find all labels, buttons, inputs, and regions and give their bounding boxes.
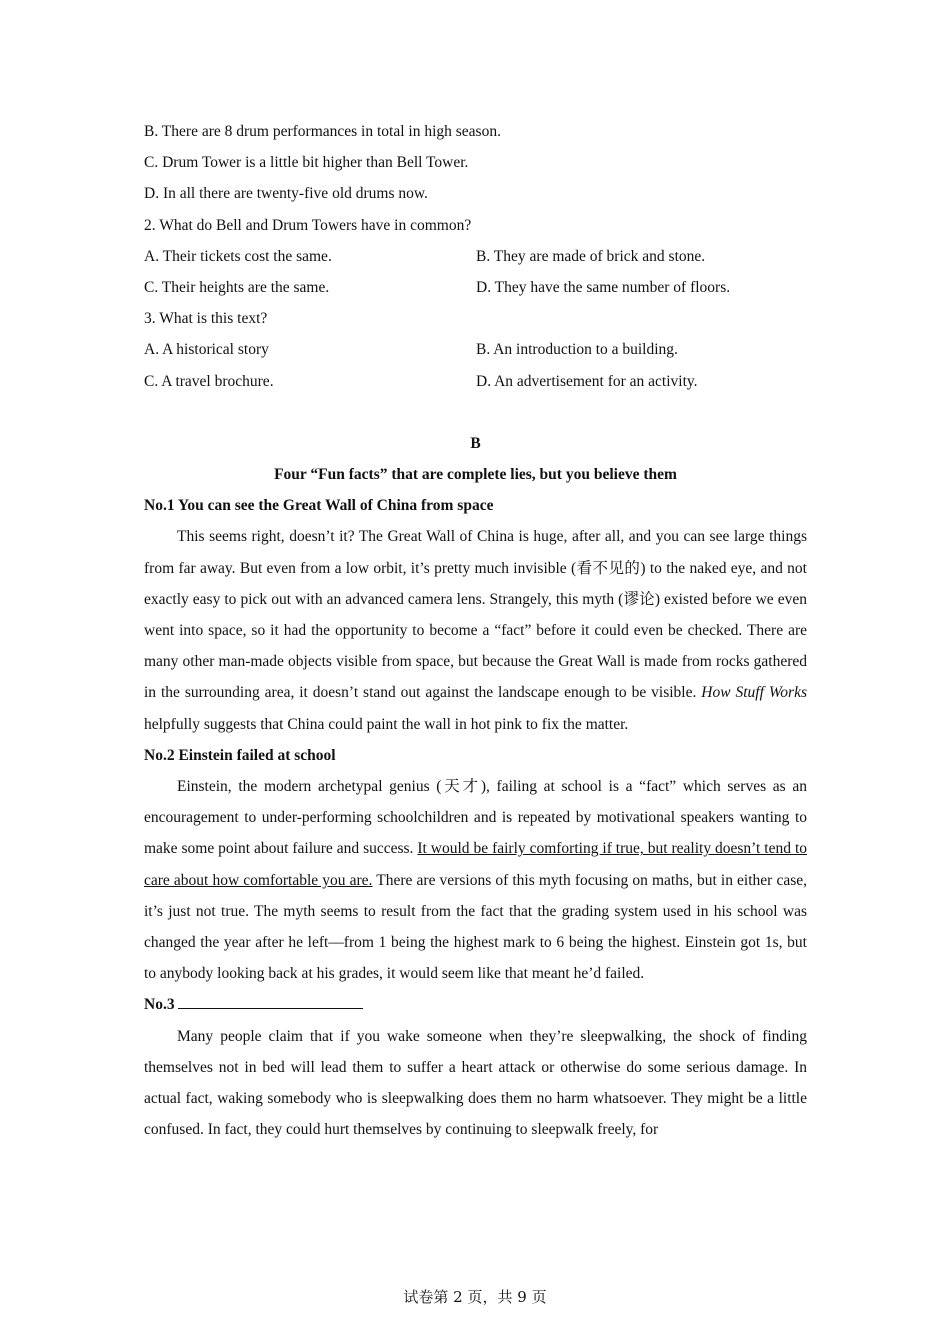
no2-paragraph xyxy=(144,771,807,989)
no3-heading: No.3 xyxy=(144,996,175,1014)
q1-option-d: D. In all there are twenty-five old drums now. xyxy=(144,185,428,203)
no2-heading: No.2 Einstein failed at school xyxy=(144,746,336,764)
q3-options-row-2 xyxy=(144,366,807,397)
no3-answer-blank[interactable] xyxy=(178,993,363,1009)
no1-heading: No.1 You can see the Great Wall of China from space xyxy=(144,497,494,515)
passage-title: Four “Fun facts” that are complete lies, but you believe them xyxy=(274,466,677,484)
section-letter: B xyxy=(470,434,481,452)
q2-option-d: D. They have the same number of floors. xyxy=(476,278,731,296)
q1-option-c: C. Drum Tower is a little bit higher than Bell Tower. xyxy=(144,154,469,172)
no2-text-2: There are versions of this myth focusing on maths, but in either case, it’s just not true. The myth seems to result from the fact that the grading system used in his school was changed the year after he left—from 1 being the highest mark to 6 being the highest. Einstein got 1s, but to anybody looking back at his grades, it would seem like that meant he’d failed. xyxy=(144,871,807,983)
no2-underlined-sentence: It would be fairly comforting if true, but reality doesn’t tend to care about how comfortable you are. xyxy=(144,840,807,889)
no1-source: How Stuff Works xyxy=(701,684,807,702)
no1-text-1: This seems right, doesn’t it? The Great Wall of China is huge, after all, and you can see large things from far away. But even from a low orbit, it’s pretty much invisible (看不见的) to the naked eye, and not exactly easy to pick out with an advanced camera lens. Strangely, this myth (谬论) existed before we even went into space, so it had the opportunity to become a “fact” before it could even be checked. There are many other man-made objects visible from space, but because the Great Wall is made from rocks gathered in the surrounding area, it doesn’t stand out against the landscape enough to be visible. xyxy=(144,528,807,702)
no3-paragraph: Many people claim that if you wake someone when they’re sleepwalking, the shock of finding themselves not in bed will lead them to suffer a heart attack or otherwise do some serious damage. In actual fact, waking somebody who is sleepwalking does them no harm whatsoever. They might be a little confused. In fact, they could hurt themselves by continuing to sleepwalk freely, for xyxy=(144,1027,807,1139)
q2-options-row-1 xyxy=(144,241,807,272)
q2-options-row-2 xyxy=(144,272,807,303)
q1-option-b: B. There are 8 drum performances in total in high season. xyxy=(144,123,501,140)
q3-option-c: C. A travel brochure. xyxy=(144,372,274,390)
q3-options-row-1 xyxy=(144,334,807,365)
section-spacer xyxy=(144,397,807,428)
no3-heading-row xyxy=(144,989,807,1020)
q2-option-c: C. Their heights are the same. xyxy=(144,278,330,296)
exam-page xyxy=(144,116,807,1145)
no1-text-2: helpfully suggests that China could paint the wall in hot pink to fix the matter. xyxy=(144,715,629,733)
no2-text-1: Einstein, the modern archetypal genius (天才), failing at school is a “fact” which serves as an encouragement to under-performing schoolchildren and is repeated by motivational speakers wanting to make some point about failure and success. xyxy=(144,778,807,858)
q3-option-d: D. An advertisement for an activity. xyxy=(476,372,698,390)
q3-option-b: B. An introduction to a building. xyxy=(476,341,678,359)
q2-stem: 2. What do Bell and Drum Towers have in common? xyxy=(144,216,472,234)
q3-stem: 3. What is this text? xyxy=(144,310,268,328)
no1-paragraph xyxy=(144,521,807,739)
page-footer: 试卷第 2 页，共 9 页 xyxy=(403,1288,547,1306)
q3-option-a: A. A historical story xyxy=(144,341,269,359)
q2-option-b: B. They are made of brick and stone. xyxy=(476,247,706,265)
q2-option-a: A. Their tickets cost the same. xyxy=(144,247,332,265)
